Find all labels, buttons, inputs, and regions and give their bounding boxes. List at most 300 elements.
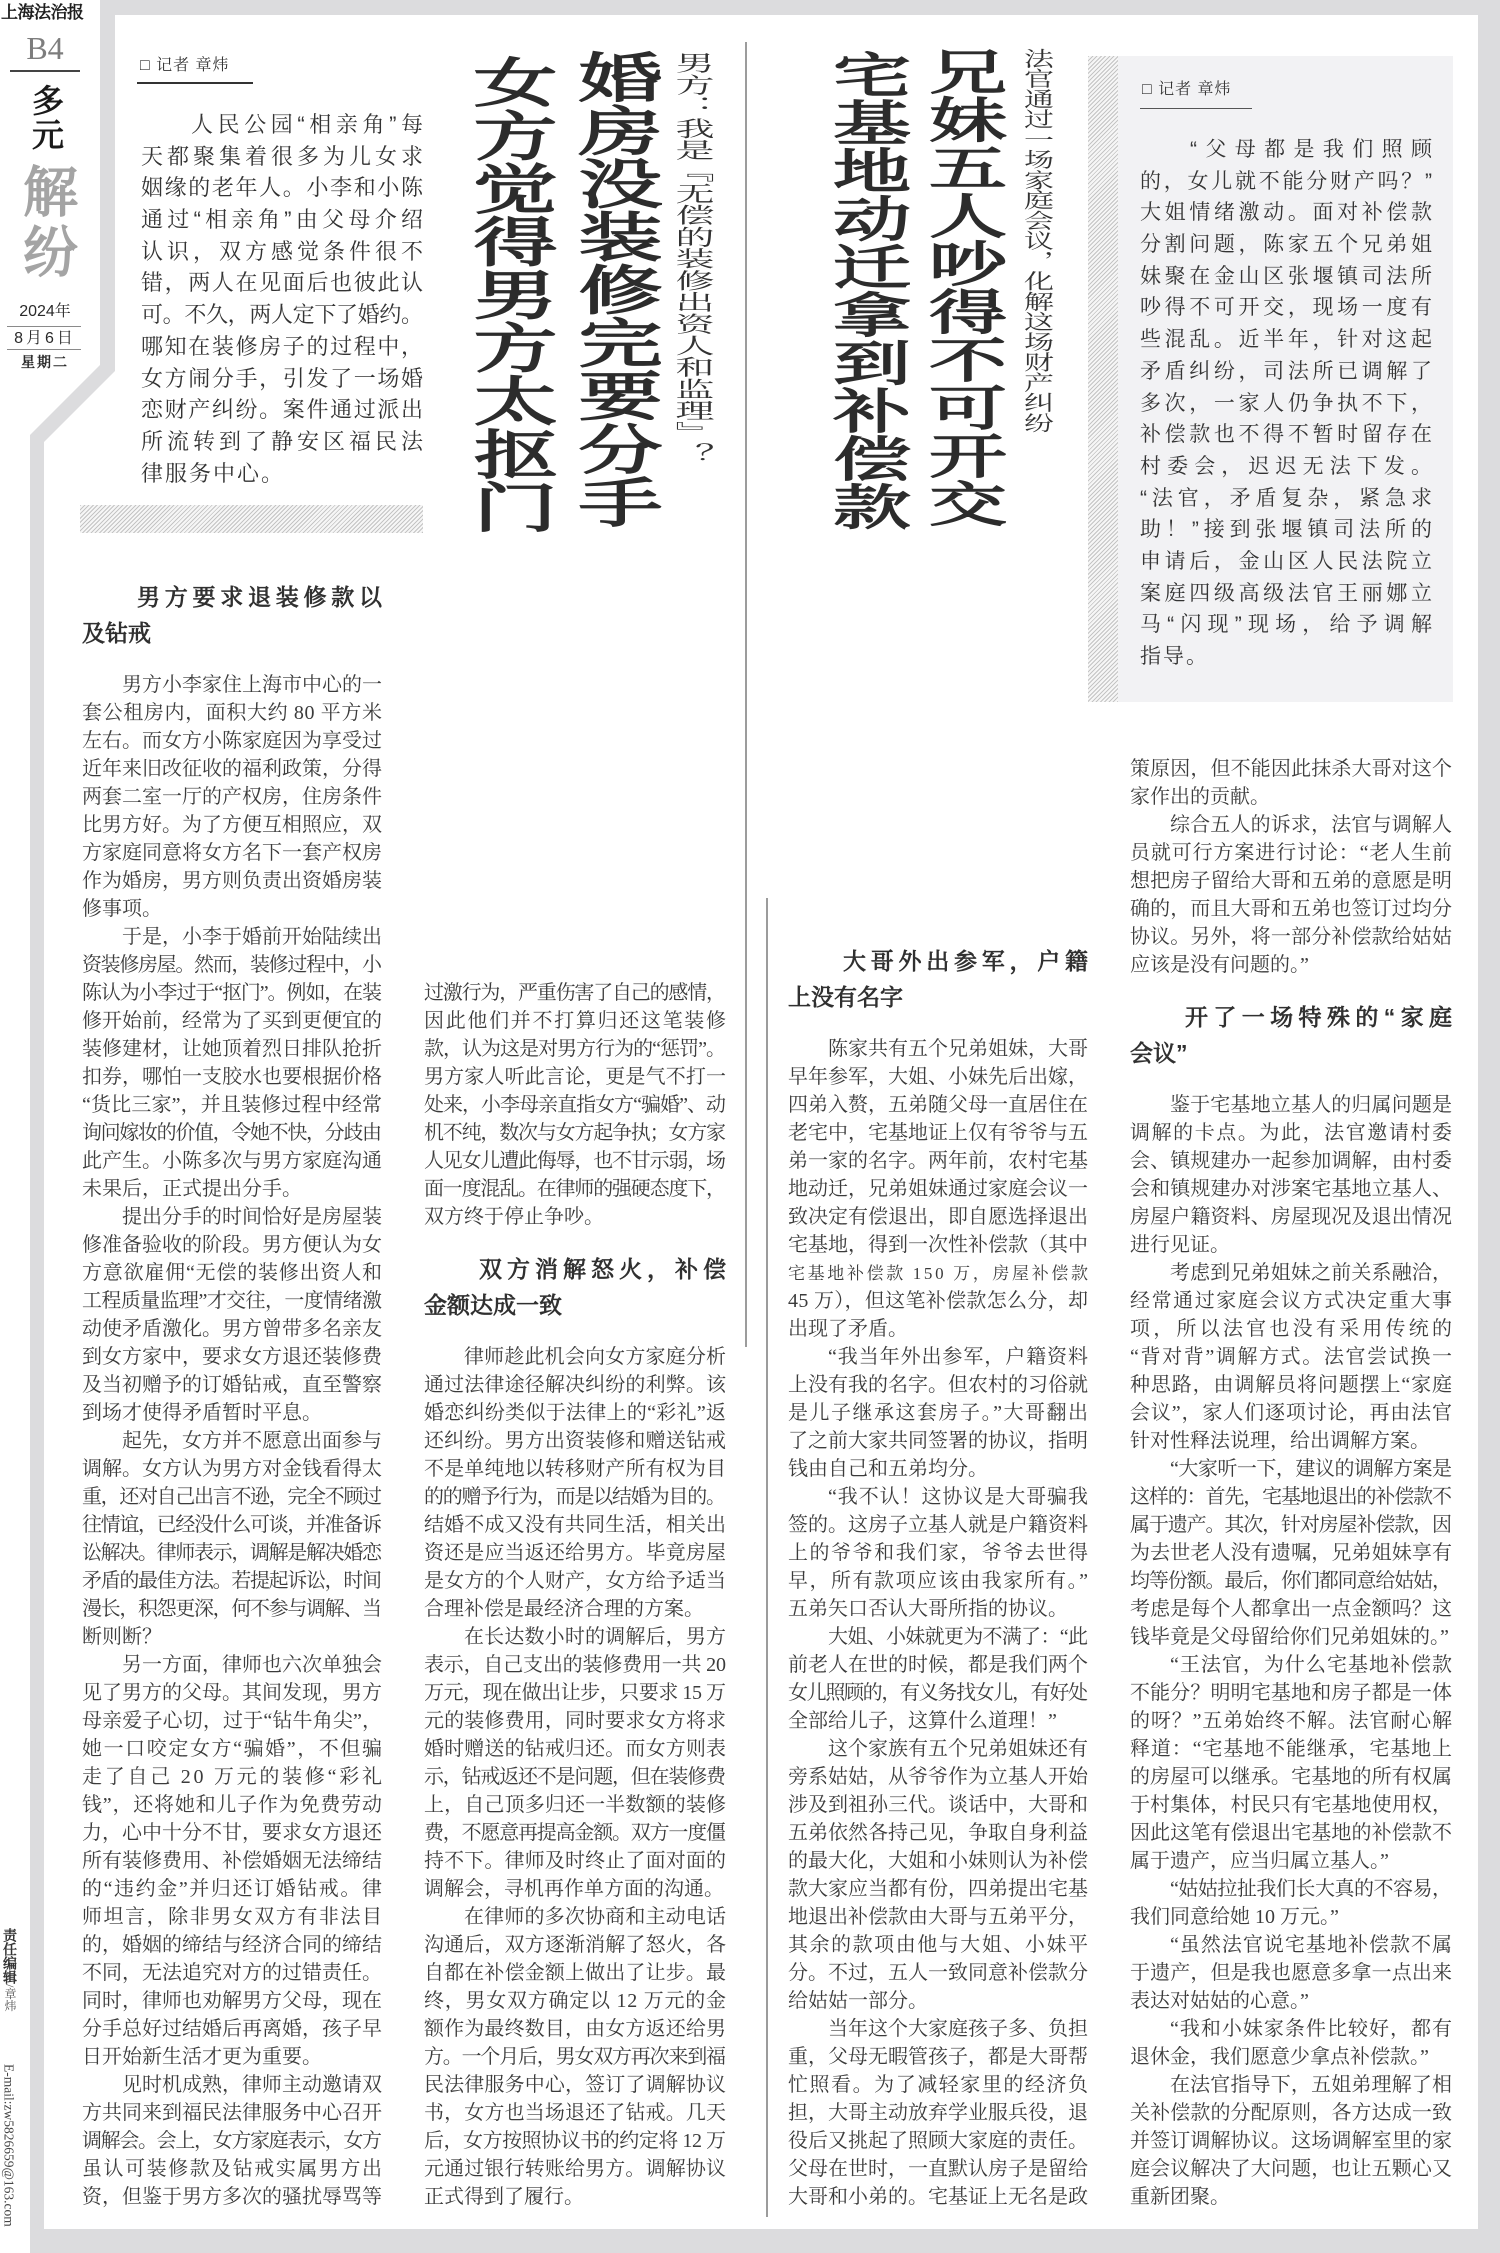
line-text: 矛盾的最佳方法。若提起诉讼，时间 (82, 1570, 381, 1592)
line-text: 人民公园“相亲角”每 (191, 112, 428, 137)
text-line (82, 1091, 382, 1119)
article1-column-2 (424, 979, 731, 2211)
line-text: 后，女方按照协议书的约定将 12 万 (424, 2130, 726, 2152)
text-line (1140, 324, 1436, 356)
text-line (1140, 292, 1436, 324)
line-text: 虽认可装修款及钻戒实属男方出 (82, 2158, 384, 2180)
text-line (82, 1315, 382, 1343)
line-text: 涉及到祖孙三代。谈话中，大哥和 (788, 1794, 1088, 1816)
text-line (1140, 356, 1436, 388)
line-text: 扣券，哪怕一支胶水也要根据价格 (82, 1066, 382, 1088)
line-text: 男方要求退装修款以 (137, 584, 387, 610)
line-text: 婚时赠送的钻戒归还。而女方则表 (424, 1738, 727, 1760)
paragraph (1130, 1259, 1456, 1455)
hatched-separator (80, 505, 423, 533)
paragraph (788, 1735, 1088, 2015)
article2-headline-line2: 宅基地动迁拿到补偿款 (820, 50, 911, 530)
text-line (1130, 1091, 1452, 1119)
line-text: 于遗产，但是我也愿意多拿一点出来 (1130, 1962, 1453, 1984)
line-text: 不同，无法追究对方的过错责任。 (82, 1962, 382, 1984)
text-line (82, 1595, 382, 1623)
paragraph (788, 1035, 1091, 1343)
text-line (82, 1035, 382, 1063)
heading-line (788, 943, 1093, 979)
text-line (424, 1595, 726, 1623)
line-text: 额作为最终数目，由女方返还给男 (424, 2018, 727, 2040)
line-text: 策原因，但不能因此抹杀大哥对这个 (1130, 758, 1453, 780)
line-text: 哪知在装修房子的过程中， (141, 333, 425, 359)
line-text: 的最大化，大姐和小妹则认为补偿 (788, 1850, 1088, 1872)
line-text: 双方终于停止争吵。 (424, 1206, 604, 1228)
line-text: 宅基地补偿款 150 万，房屋补偿款 (788, 1264, 1091, 1283)
text-line (1130, 2183, 1452, 2211)
article2-subtitle: 法官通过一场家庭会议，化解这场财产纠纷 (1019, 48, 1052, 433)
line-text: 往情谊，已经没什么可谈，并准备诉 (82, 1514, 381, 1536)
paragraph (1130, 2015, 1452, 2071)
text-line (424, 1707, 726, 1735)
line-text: 认识，双方感觉条件很不 (141, 238, 427, 264)
text-line (82, 783, 382, 811)
line-text: 钱由自己和五弟均分。 (788, 1458, 988, 1480)
line-text: 全部给儿子，这算什么道理！” (788, 1710, 1057, 1732)
text-line (1130, 1427, 1452, 1455)
line-text: 综合五人的诉求，法官与调解人 (1170, 814, 1453, 836)
line-text: 鉴于宅基地立基人的归属问题是 (1170, 1094, 1453, 1116)
text-line (1130, 1343, 1452, 1371)
text-line (1130, 1763, 1452, 1791)
paragraph (82, 1427, 382, 1651)
paragraph (1130, 755, 1452, 811)
text-line (1130, 1875, 1452, 1903)
line-text: 漫长，积怨更深，何不参与调解、当 (82, 1598, 381, 1620)
text-line (82, 1399, 382, 1427)
line-text: 并签订调解协议。这场调解室里的家 (1130, 2130, 1453, 2152)
line-text: 大哥外出参军，户籍 (843, 948, 1093, 974)
text-line (82, 2099, 382, 2127)
section-heading (424, 1231, 731, 1343)
text-line (82, 1175, 382, 1203)
line-text: 面一度混乱。在律师的强硬态度下， (424, 1178, 725, 1200)
line-text: 会和镇规建办对涉案宅基地立基人、 (1130, 1178, 1453, 1200)
paragraph (424, 1343, 726, 1623)
text-line (82, 979, 382, 1007)
text-line (424, 1567, 726, 1595)
line-text: 会议” (1130, 1040, 1188, 1066)
line-text: 资还是应当返还给男方。毕竟房屋 (424, 1542, 727, 1564)
text-line (82, 671, 382, 699)
line-text: 姻缘的老年人。小李和小陈 (141, 175, 425, 201)
text-line (82, 1203, 382, 1231)
text-line (82, 2127, 382, 2155)
text-line (788, 1819, 1088, 1847)
text-line (788, 1315, 1088, 1343)
text-line (1130, 1987, 1452, 2015)
line-text: 通过“相亲角”由父母介绍 (141, 207, 428, 233)
text-line (788, 1763, 1088, 1791)
line-text: 员就可行方案进行讨论：“老人生前 (1130, 842, 1453, 864)
line-text: 及钻戒 (82, 620, 151, 646)
text-line (788, 1679, 1088, 1707)
line-text: 作为婚房，男方则负责出资婚房装 (82, 870, 382, 892)
text-line (424, 1735, 726, 1763)
line-text: 退休金，我们愿意少拿点补偿款。” (1130, 2046, 1429, 2068)
line-text: 正式得到了履行。 (424, 2186, 584, 2208)
text-line (1130, 755, 1452, 783)
text-line (82, 1287, 382, 1315)
text-line (141, 109, 428, 141)
line-text: 大姐、小妹就更为不满了：“此 (828, 1626, 1088, 1648)
line-text: “父母都是我们照顾 (1190, 138, 1441, 161)
article1-headline-line1: 婚房没装修完要分手 (565, 50, 664, 528)
text-line (424, 1091, 726, 1119)
line-text: 母亲爱子心切，过于“钻牛角尖”， (82, 1710, 383, 1732)
line-text: 老宅中，宅基地证上仅有爷爷与五 (788, 1122, 1088, 1144)
text-line (82, 1763, 385, 1791)
text-line (788, 1483, 1088, 1511)
text-line (424, 2127, 726, 2155)
line-text: 指导。 (1140, 645, 1209, 668)
paragraph (82, 2071, 382, 2211)
line-text: “背对背”调解方式。法官尝试换一 (1130, 1346, 1454, 1368)
line-text: 协议。另外，将一部分补偿款给姑姑 (1130, 926, 1453, 948)
line-text: 所流转到了静安区福民法 (141, 428, 427, 454)
line-text: 想把房子留给大哥和五弟的意愿是明 (1130, 870, 1453, 892)
heading-line (788, 979, 1088, 1015)
text-line (788, 1539, 1088, 1567)
text-line (1130, 1399, 1452, 1427)
line-text: 前老人在世的时候，都是我们两个 (788, 1654, 1088, 1676)
line-text: 确的，而且大哥和五弟也签订过均分 (1130, 898, 1453, 920)
line-text: 到场才使得矛盾暂时平息。 (82, 1402, 322, 1424)
article1-subtitle: 男方：我是『无偿的装修出资人和监理』？ (670, 52, 713, 465)
text-line (788, 1455, 1088, 1483)
line-text: 陈家共有五个兄弟姐妹，大哥 (828, 1038, 1088, 1060)
line-text: 调解会。会上，女方家庭表示，女方 (82, 2130, 381, 2152)
text-line (424, 2071, 726, 2099)
line-text: 男方小李家住上海市中心的一 (122, 674, 382, 696)
line-text: 左右。而女方小陈家庭因为享受过 (82, 730, 382, 752)
text-line (141, 236, 427, 268)
text-line (82, 1707, 382, 1735)
line-text: 房屋户籍资料、房屋现况及退出情况 (1130, 1206, 1453, 1228)
text-line (1130, 1511, 1452, 1539)
text-line (424, 1427, 726, 1455)
text-line (82, 1511, 382, 1539)
issue-year: 2024年 (19, 303, 71, 320)
line-text: 女方闹分手，引发了一场婚 (141, 365, 425, 391)
text-line (424, 1763, 726, 1791)
line-text: 过激行为，严重伤害了自己的感情， (424, 982, 725, 1004)
line-text: 其余的款项由他与大姐、小妹平 (788, 1934, 1090, 1956)
text-line (788, 1987, 1088, 2015)
line-text: 比男方好。为了方便互相照应，双 (82, 814, 382, 836)
line-text: 助！”接到张堰镇司法所的 (1140, 518, 1437, 542)
paragraph (1130, 1931, 1452, 2015)
text-line (82, 2183, 382, 2211)
text-line (82, 1679, 382, 1707)
text-line (1130, 1455, 1452, 1483)
line-text: 及当初赠予的订婚钻戒，直至警察 (82, 1374, 382, 1396)
line-text: 合理补偿是最经济合理的方案。 (424, 1598, 704, 1620)
text-line (82, 1847, 382, 1875)
text-line (1140, 419, 1436, 451)
text-line (1130, 2071, 1452, 2099)
text-line (82, 1455, 382, 1483)
text-line (788, 1371, 1088, 1399)
line-text: 两套二室一厅的产权房，住房条件 (82, 786, 382, 808)
line-text: 另一方面，律师也六次单独会 (122, 1654, 382, 1676)
line-text: 应该是没有问题的。” (1130, 954, 1309, 976)
line-text: 上的爷爷和我们家，爷爷去世得 (788, 1542, 1090, 1564)
line-text: 大哥和小弟的。宅基证上无名是政 (788, 2186, 1088, 2208)
text-line (82, 1371, 382, 1399)
text-line (424, 1007, 726, 1035)
line-text: 五弟矢口否认大哥所指的协议。 (788, 1598, 1068, 1620)
paragraph (82, 1651, 385, 2071)
line-text: 方家庭同意将女方名下一套产权房 (82, 842, 382, 864)
text-line (82, 1903, 382, 1931)
text-line (1130, 1175, 1452, 1203)
text-line (788, 1119, 1088, 1147)
heading-line (1130, 1035, 1452, 1071)
line-text: 进行见证。 (1130, 1234, 1230, 1256)
line-text: 上没有我的名字。但农村的习俗就 (788, 1374, 1088, 1396)
line-text: 的呀？”五弟始终不解。法官耐心解 (1130, 1710, 1453, 1732)
line-text: 宅基地，得到一次性补偿款（其中 (788, 1234, 1088, 1256)
line-text: 大姐情绪激动。面对补偿款 (1140, 201, 1436, 225)
frame-top-band (100, 0, 1500, 15)
text-line (424, 1987, 726, 2015)
text-line (1140, 483, 1437, 515)
heading-line (424, 1251, 731, 1287)
heading-line (424, 1287, 726, 1323)
text-line (1130, 1567, 1452, 1595)
line-text: 种思路，由调解员将问题摆上“家庭 (1130, 1374, 1453, 1396)
text-line (788, 1259, 1091, 1287)
line-text: 走了自己 20 万元的装修“彩礼 (82, 1766, 385, 1788)
text-line (424, 1063, 726, 1091)
text-line (424, 1651, 726, 1679)
editor-email[interactable]: E-mail:zw5826659@163.com (1, 2064, 17, 2227)
line-text: 结婚不成又没有共同生活，相关出 (424, 1514, 727, 1536)
line-text: 错，两人在见面后也彼此认 (141, 270, 425, 296)
text-line (82, 951, 382, 979)
text-line (1140, 388, 1436, 420)
line-text: 均等份额。最后，你们都同意给姑姑， (1130, 1570, 1451, 1592)
line-text: 多次，一家人仍争执不下， (1140, 391, 1436, 415)
text-line (1130, 895, 1452, 923)
text-line (1130, 1959, 1452, 1987)
text-line (82, 1427, 382, 1455)
line-text: 于村集体，村民只有宅基地使用权， (1130, 1794, 1453, 1816)
heading-line (1130, 999, 1458, 1035)
line-text: “法官，矛盾复杂，紧急求 (1140, 486, 1437, 510)
line-text: 因此这笔有偿退出宅基地的补偿款不 (1130, 1822, 1453, 1844)
text-line (1130, 1259, 1452, 1287)
line-text: 未果后，正式提出分手。 (82, 1178, 302, 1200)
text-line (82, 2071, 382, 2099)
text-line (82, 1539, 382, 1567)
line-text: 因此他们并不打算归还这笔装修 (424, 1010, 728, 1032)
line-text: 属于遗产。其次，针对房屋补偿款，因 (1130, 1514, 1451, 1536)
text-line (1130, 1539, 1452, 1567)
line-text: 还纠纷。男方出资装修和赠送钻戒 (424, 1430, 727, 1452)
editor-label: 责任编辑 (2, 1928, 18, 1984)
text-line (82, 1483, 382, 1511)
text-line (1130, 1595, 1452, 1623)
text-line (1130, 1791, 1452, 1819)
text-line (141, 394, 423, 426)
line-text: 吵得不可开交，现场一度有 (1140, 296, 1436, 320)
text-line (82, 2155, 382, 2183)
text-line (788, 1399, 1088, 1427)
text-line (82, 2043, 382, 2071)
line-text: 款大家应当都有份，四弟提出宅基 (788, 1878, 1088, 1900)
line-text: 不能分？明明宅基地和房子都是一体 (1130, 1682, 1453, 1704)
text-line (788, 1931, 1088, 1959)
article2-headline-line1: 兄妹五人吵得不可开交 (916, 47, 1007, 527)
text-line (788, 1147, 1088, 1175)
text-line (1130, 2127, 1452, 2155)
line-text: 费，不愿意再提高金额。双方一度僵 (424, 1822, 725, 1844)
line-text: 释道：“宅基地不能继承，宅基地上 (1130, 1738, 1453, 1760)
line-text: 律师趁此机会向女方家庭分析 (464, 1346, 727, 1368)
text-line (1130, 1287, 1452, 1315)
line-text: 分。不过，五人一致同意补偿款分 (788, 1962, 1088, 1984)
section-name-bottom: 解纷 (14, 163, 79, 283)
paragraph (424, 979, 726, 1231)
line-text: 上，自己顶多归还一半数额的装修 (424, 1794, 727, 1816)
text-line (788, 1707, 1088, 1735)
text-line (788, 2015, 1088, 2043)
line-text: 男方家人听此言论，更是气不打一 (424, 1066, 727, 1088)
editor-credit (2, 1928, 18, 2011)
line-text: 出现了矛盾。 (788, 1318, 908, 1340)
line-text: 调解的卡点。为此，法官邀请村委 (1130, 1122, 1454, 1144)
paragraph (788, 1623, 1088, 1735)
text-line (82, 2015, 382, 2043)
line-text: 到女方家中，要求女方退还装修费 (82, 1346, 382, 1368)
line-text: 早，所有款项应该由我家所有。” (788, 1570, 1090, 1592)
line-text: 些混乱。近半年，针对这起 (1140, 328, 1436, 352)
line-text: 资装修房屋。然而，装修过程中，小 (82, 954, 381, 976)
line-text: 沟通后，双方逐渐消解了怒火，各 (424, 1934, 727, 1956)
text-line (82, 1343, 382, 1371)
line-text: 民法律服务中心，签订了调解协议 (424, 2074, 727, 2096)
text-line (424, 1679, 726, 1707)
line-text: “虽然法官说宅基地补偿款不属 (1170, 1934, 1453, 1956)
text-line (788, 1595, 1088, 1623)
text-line (788, 1511, 1088, 1539)
line-text: 是儿子继承这套房子。”大哥翻出 (788, 1402, 1090, 1424)
text-line (141, 299, 423, 331)
text-line (424, 1875, 726, 1903)
text-line (82, 1735, 382, 1763)
text-line (1130, 1735, 1452, 1763)
line-text: 地动迁，兄弟姐妹通过家庭会议一 (788, 1178, 1088, 1200)
line-text: 的房屋可以继承。宅基地的所有权属 (1130, 1766, 1453, 1788)
text-line (82, 1875, 382, 1903)
line-text: 近年来旧改征收的福利政策，分得 (82, 758, 382, 780)
line-text: 机不纯，数次与女方起争执；女方家 (424, 1122, 725, 1144)
text-line (82, 1259, 382, 1287)
text-line (788, 1035, 1088, 1063)
text-line (82, 1567, 382, 1595)
line-text: 的的赠予行为，而是以结婚为目的。 (424, 1486, 725, 1508)
text-line (424, 1175, 726, 1203)
line-text: 四弟入赘，五弟随父母一直居住在 (788, 1094, 1088, 1116)
line-text: 可。不久，两人定下了婚约。 (141, 302, 423, 328)
article2-column-2 (1130, 755, 1458, 2211)
paragraph (1130, 1455, 1452, 1651)
line-text: 人见女儿遭此侮辱，也不甘示弱，场 (424, 1150, 725, 1172)
line-text: 为去世老人没有遗嘱，兄弟姐妹享有 (1130, 1542, 1453, 1564)
text-line (424, 1903, 726, 1931)
line-text: 分手总好过结婚后再离婚，孩子早 (82, 2018, 382, 2040)
issue-weekday: 星期二 (21, 354, 69, 370)
line-text: 致决定有偿退出，即自愿选择退出 (788, 1206, 1088, 1228)
text-line (1130, 2099, 1452, 2127)
line-text: 双方消解怒火，补偿 (479, 1256, 731, 1282)
paragraph (1130, 1651, 1452, 1875)
line-text: 考虑是每个人都拿出一点金额吗？这 (1130, 1598, 1453, 1620)
paragraph (1130, 1875, 1452, 1931)
text-line (424, 2043, 726, 2071)
line-text: 钱毕竟是父母留给你们兄弟姐妹的。” (1130, 1626, 1449, 1648)
text-line (82, 895, 382, 923)
line-text: 修开始前，经常为了买到更便宜的 (82, 1010, 382, 1032)
text-line (788, 1203, 1088, 1231)
line-text: 力，心中十分不甘，要求女方退还 (82, 1822, 382, 1844)
text-line (1130, 811, 1452, 839)
text-line (788, 1063, 1088, 1091)
line-text: 补偿款也不得不暂时留存在 (1140, 423, 1436, 447)
text-line (141, 204, 428, 236)
line-text: 方。一个月后，男女双方再次来到福 (424, 2046, 725, 2068)
newspaper-logo: 上海法治报 (1, 3, 84, 23)
text-line (424, 1203, 726, 1231)
text-line (1130, 2155, 1452, 2183)
line-text: 担，大哥主动放弃学业服兵役，退 (788, 2102, 1088, 2124)
line-text: 动使矛盾激化。男方曾带多名亲友 (82, 1318, 382, 1340)
text-line (82, 1231, 382, 1259)
text-line (788, 1903, 1088, 1931)
text-line (82, 1959, 382, 1987)
text-line (1130, 1623, 1452, 1651)
line-text: 见时机成熟，律师主动邀请双 (122, 2074, 382, 2096)
text-line (788, 1343, 1088, 1371)
line-text: 忙照看。为了减轻家里的经济负 (788, 2074, 1090, 2096)
line-text: 村委会，迟迟无法下发。 (1140, 454, 1439, 478)
text-line (788, 1567, 1088, 1595)
line-text: 工程质量监理”才交往，一度情绪激 (82, 1290, 382, 1312)
line-text: “我当年外出参军，户籍资料 (828, 1346, 1089, 1368)
line-text: 持不下。律师及时终止了面对面的 (424, 1850, 727, 1872)
text-line (1130, 867, 1452, 895)
heading-line (82, 615, 382, 651)
line-text: 女儿照顾的，有义务找女儿，有好处 (788, 1682, 1087, 1704)
line-text: 关补偿款的分配原则，各方达成一致 (1130, 2102, 1453, 2124)
line-text: “王法官，为什么宅基地补偿款 (1170, 1654, 1453, 1676)
text-line (424, 2155, 726, 2183)
line-text: “货比三家”，并且装修过程中经常 (82, 1094, 383, 1116)
text-line (141, 172, 423, 204)
line-text: “大家听一下，建议的调解方案是 (1170, 1458, 1452, 1480)
text-line (1130, 951, 1452, 979)
text-line (1140, 166, 1435, 198)
line-text: 元通过银行转账给男方。调解协议 (424, 2158, 727, 2180)
line-text: 天都聚集着很多为儿女求 (141, 143, 427, 169)
